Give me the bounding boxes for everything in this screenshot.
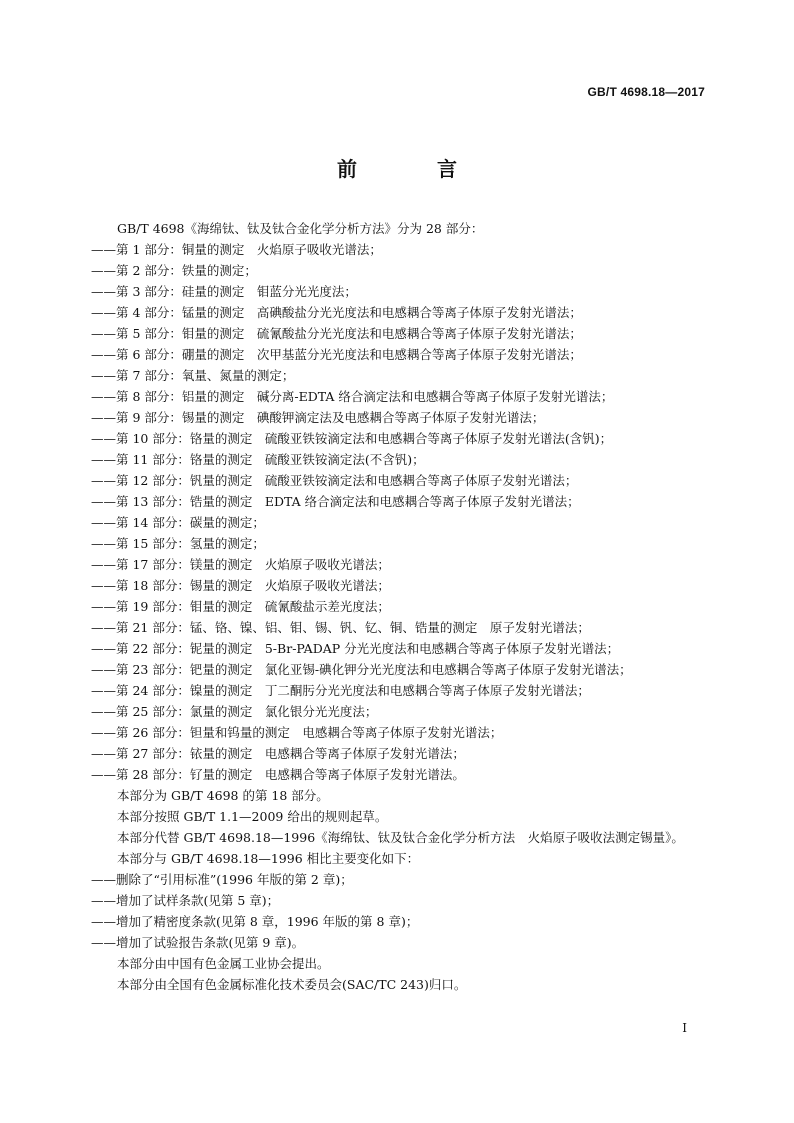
list-item: ——第 3 部分：硅量的测定 钼蓝分光光度法； — [91, 284, 357, 299]
list-item: ——第 11 部分：铬量的测定 硫酸亚铁铵滴定法(不含钒)； — [91, 452, 425, 467]
list-item: ——第 27 部分：铱量的测定 电感耦合等离子体原子发射光谱法； — [91, 746, 465, 761]
list-item: ——第 21 部分：锰、铬、镍、铝、钼、锡、钒、钇、铜、锆量的测定 原子发射光谱法； — [91, 620, 590, 635]
drafting-paragraph: 本部分按照 GB/T 1.1—2009 给出的规则起草。 — [117, 809, 388, 824]
list-item: ——增加了精密度条款(见第 8 章，1996 年版的第 8 章)； — [91, 914, 419, 929]
changes-intro: 本部分与 GB/T 4698.18—1996 相比主要变化如下： — [117, 851, 420, 866]
list-item: ——增加了试验报告条款(见第 9 章)。 — [91, 935, 305, 950]
list-item: ——第 22 部分：铌量的测定 5-Br-PADAP 分光光度法和电感耦合等离子体原子发射光谱法； — [91, 641, 620, 656]
parts-list — [91, 239, 705, 785]
list-item: ——第 8 部分：铝量的测定 碱分离-EDTA 络合滴定法和电感耦合等离子体原子发射光谱法； — [91, 389, 614, 404]
intro-paragraph: GB/T 4698《海绵钛、钛及钛合金化学分析方法》分为 28 部分： — [117, 221, 484, 236]
list-item: ——第 13 部分：锆量的测定 EDTA 络合滴定法和电感耦合等离子体原子发射光谱法； — [91, 494, 580, 509]
list-item: ——第 10 部分：铬量的测定 硫酸亚铁铵滴定法和电感耦合等离子体原子发射光谱法(含钒)； — [91, 431, 613, 446]
managed-by-paragraph: 本部分由全国有色金属标准化技术委员会(SAC/TC 243)归口。 — [117, 977, 467, 992]
page-number: I — [682, 1021, 687, 1035]
list-item: ——第 12 部分：钒量的测定 硫酸亚铁铵滴定法和电感耦合等离子体原子发射光谱法； — [91, 473, 578, 488]
list-item: ——第 18 部分：锡量的测定 火焰原子吸收光谱法； — [91, 578, 390, 593]
list-item: ——第 4 部分：锰量的测定 高碘酸盐分光光度法和电感耦合等离子体原子发射光谱法； — [91, 305, 582, 320]
list-item: ——第 5 部分：钼量的测定 硫氰酸盐分光光度法和电感耦合等离子体原子发射光谱法； — [91, 326, 582, 341]
list-item: ——第 1 部分：铜量的测定 火焰原子吸收光谱法； — [91, 242, 382, 257]
list-item: ——第 15 部分：氢量的测定； — [91, 536, 265, 551]
list-item: ——第 26 部分：钽量和钨量的测定 电感耦合等离子体原子发射光谱法； — [91, 725, 503, 740]
list-item: ——第 24 部分：镍量的测定 丁二酮肟分光光度法和电感耦合等离子体原子发射光谱法； — [91, 683, 590, 698]
list-item: ——增加了试样条款(见第 5 章)； — [91, 893, 280, 908]
list-item: ——删除了“引用标准”(1996 年版的第 2 章)； — [91, 872, 353, 887]
replaces-paragraph: 本部分代替 GB/T 4698.18—1996《海绵钛、钛及钛合金化学分析方法 火焰原子吸收法测定锡量》。 — [117, 830, 684, 845]
list-item: ——第 6 部分：硼量的测定 次甲基蓝分光光度法和电感耦合等离子体原子发射光谱法； — [91, 347, 582, 362]
list-item: ——第 28 部分：钌量的测定 电感耦合等离子体原子发射光谱法。 — [91, 767, 465, 782]
list-item: ——第 7 部分：氧量、氮量的测定； — [91, 368, 295, 383]
list-item: ——第 25 部分：氯量的测定 氯化银分光光度法； — [91, 704, 378, 719]
standard-number: GB/T 4698.18—2017 — [587, 85, 705, 99]
changes-list — [91, 869, 705, 953]
list-item: ——第 9 部分：锡量的测定 碘酸钾滴定法及电感耦合等离子体原子发射光谱法； — [91, 410, 545, 425]
part-of-paragraph: 本部分为 GB/T 4698 的第 18 部分。 — [117, 788, 329, 803]
list-item: ——第 19 部分：钼量的测定 硫氰酸盐示差光度法； — [91, 599, 390, 614]
list-item: ——第 14 部分：碳量的测定； — [91, 515, 265, 530]
proposed-by-paragraph: 本部分由中国有色金属工业协会提出。 — [117, 956, 330, 971]
page-title: 前 言 — [337, 157, 487, 181]
foreword-body — [91, 218, 705, 995]
list-item: ——第 17 部分：镁量的测定 火焰原子吸收光谱法； — [91, 557, 390, 572]
list-item: ——第 23 部分：钯量的测定 氯化亚锡-碘化钾分光光度法和电感耦合等离子体原子发射光谱法； — [91, 662, 632, 677]
list-item: ——第 2 部分：铁量的测定； — [91, 263, 257, 278]
